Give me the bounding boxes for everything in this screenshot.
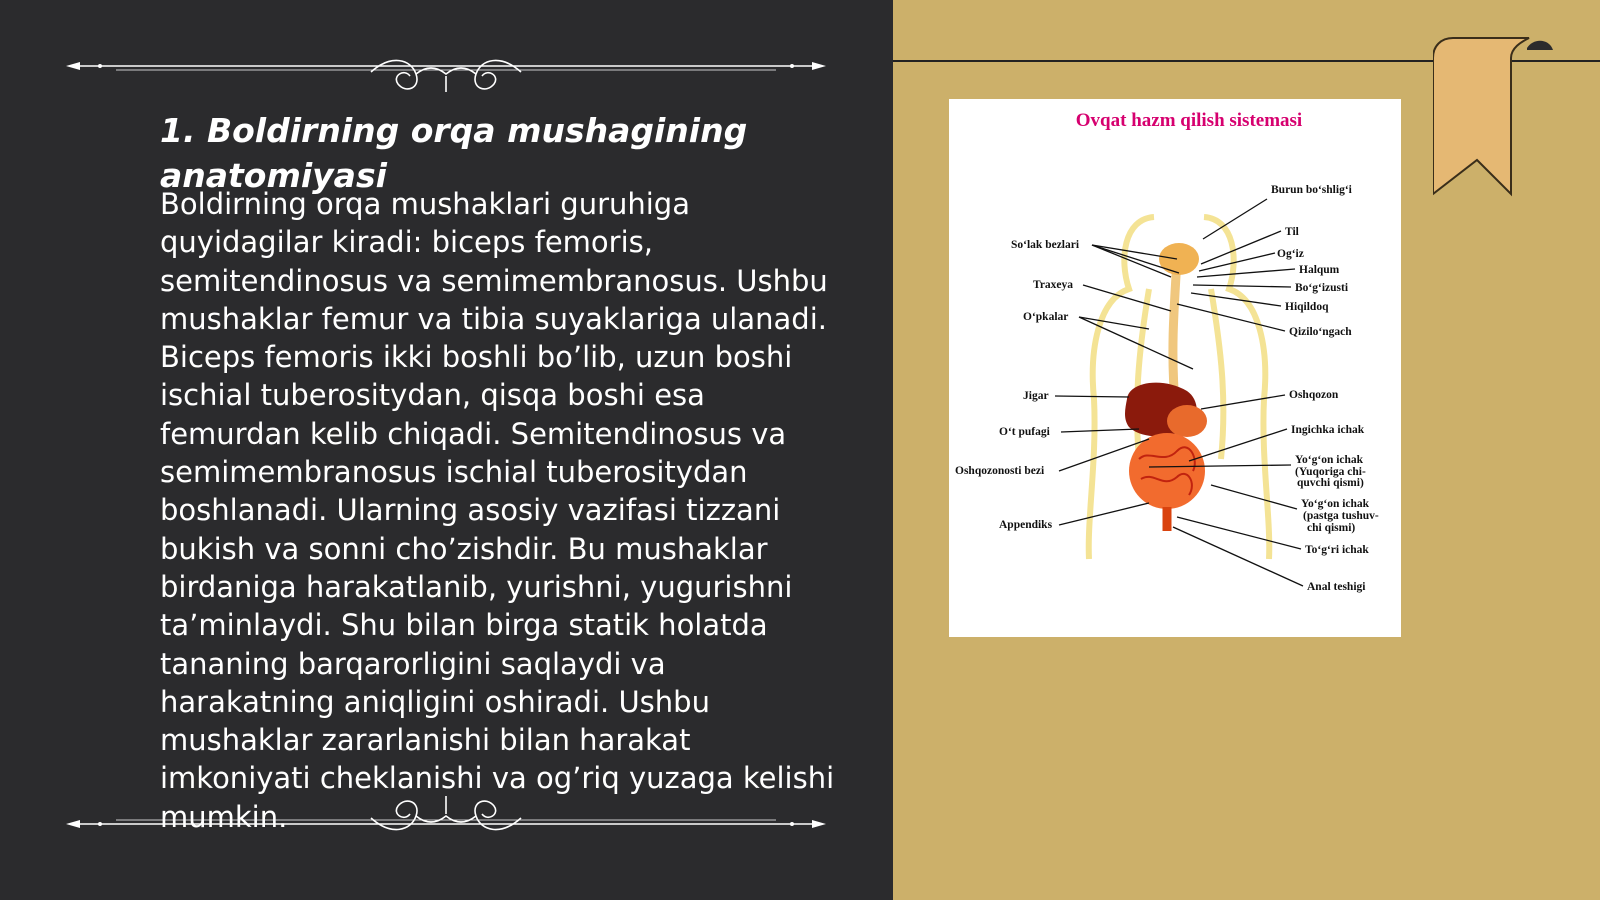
label-appendiks: Appendiks [999, 519, 1053, 531]
label-ogiz: Og‘iz [1277, 248, 1304, 260]
label-bogizusti: Bo‘g‘izusti [1295, 282, 1349, 294]
label-burun: Burun bo‘shlig‘i [1271, 184, 1352, 196]
label-opkalar: O‘pkalar [1023, 311, 1069, 323]
label-togri-ichak: To‘g‘ri ichak [1305, 544, 1369, 556]
label-chi-qismi: chi qismi) [1307, 522, 1356, 534]
label-pastga-tushuv: (pastga tushuv- [1303, 510, 1379, 522]
label-ingichka-ichak: Ingichka ichak [1291, 424, 1365, 436]
label-oshqozon: Oshqozon [1289, 389, 1339, 401]
label-jigar: Jigar [1023, 390, 1049, 402]
stomach [1167, 405, 1207, 437]
label-qizilongach: Qizilo‘ngach [1289, 326, 1352, 338]
label-til: Til [1285, 226, 1299, 238]
bookmark-ribbon-icon [1433, 36, 1553, 201]
label-solak-bezlari: So‘lak bezlari [1011, 239, 1080, 251]
label-yuqoriga-chi: (Yuqoriga chi- [1295, 466, 1366, 478]
label-hiqildoq: Hiqildoq [1285, 301, 1329, 313]
label-halqum: Halqum [1299, 264, 1340, 276]
mouth-area [1159, 243, 1199, 275]
label-traxeya: Traxeya [1033, 279, 1074, 291]
label-anal-teshigi: Anal teshigi [1307, 581, 1366, 593]
label-quvchi-qismi: quvchi qismi) [1297, 477, 1364, 489]
slide-title: 1. Boldirning orqa mushagining anatomiyasi [160, 111, 748, 195]
label-ot-pufagi: O‘t pufagi [999, 426, 1050, 438]
label-oshqozonosti-bezi: Oshqozonosti bezi [955, 465, 1045, 477]
slide-body-text: Boldirning orqa mushaklari guruhiga quyidagilar kiradi: biceps femoris, semitendinosus va semimembranosus. Ushbu mushaklar femur va tibia suyaklariga ulanadi. Biceps femoris ikki boshli bo’lib, uzun boshi ischial tuberositydan, qisqa boshi esa femurdan kelib chiqadi. Semitendinosus va semimembranosus ischial tuberositydan boshlanadi. Ularning asosiy vazifasi tizzani bukish va sonni cho’zishdir. Bu mushaklar birdaniga harakatlanib, yurishni, yugurishni ta’minlaydi. Shu bilan birga statik holatda tananing barqarorligini saqlaydi va harakatning aniqligini oshiradi. Ushbu mushaklar zararlanishi bilan harakat imkoniyati cheklanishi va og’riq yuzaga kelishi mumkin. [160, 187, 835, 834]
digestive-system-figure [949, 99, 1401, 637]
top-ornament [66, 44, 826, 94]
bottom-ornament [66, 784, 826, 834]
label-yogon-ichak-1: Yo‘g‘on ichak [1295, 454, 1364, 466]
label-yogon-ichak-2: Yo‘g‘on ichak [1301, 498, 1370, 510]
esophagus [1173, 257, 1177, 389]
figure-title: Ovqat hazm qilish sistemasi [1075, 110, 1303, 131]
